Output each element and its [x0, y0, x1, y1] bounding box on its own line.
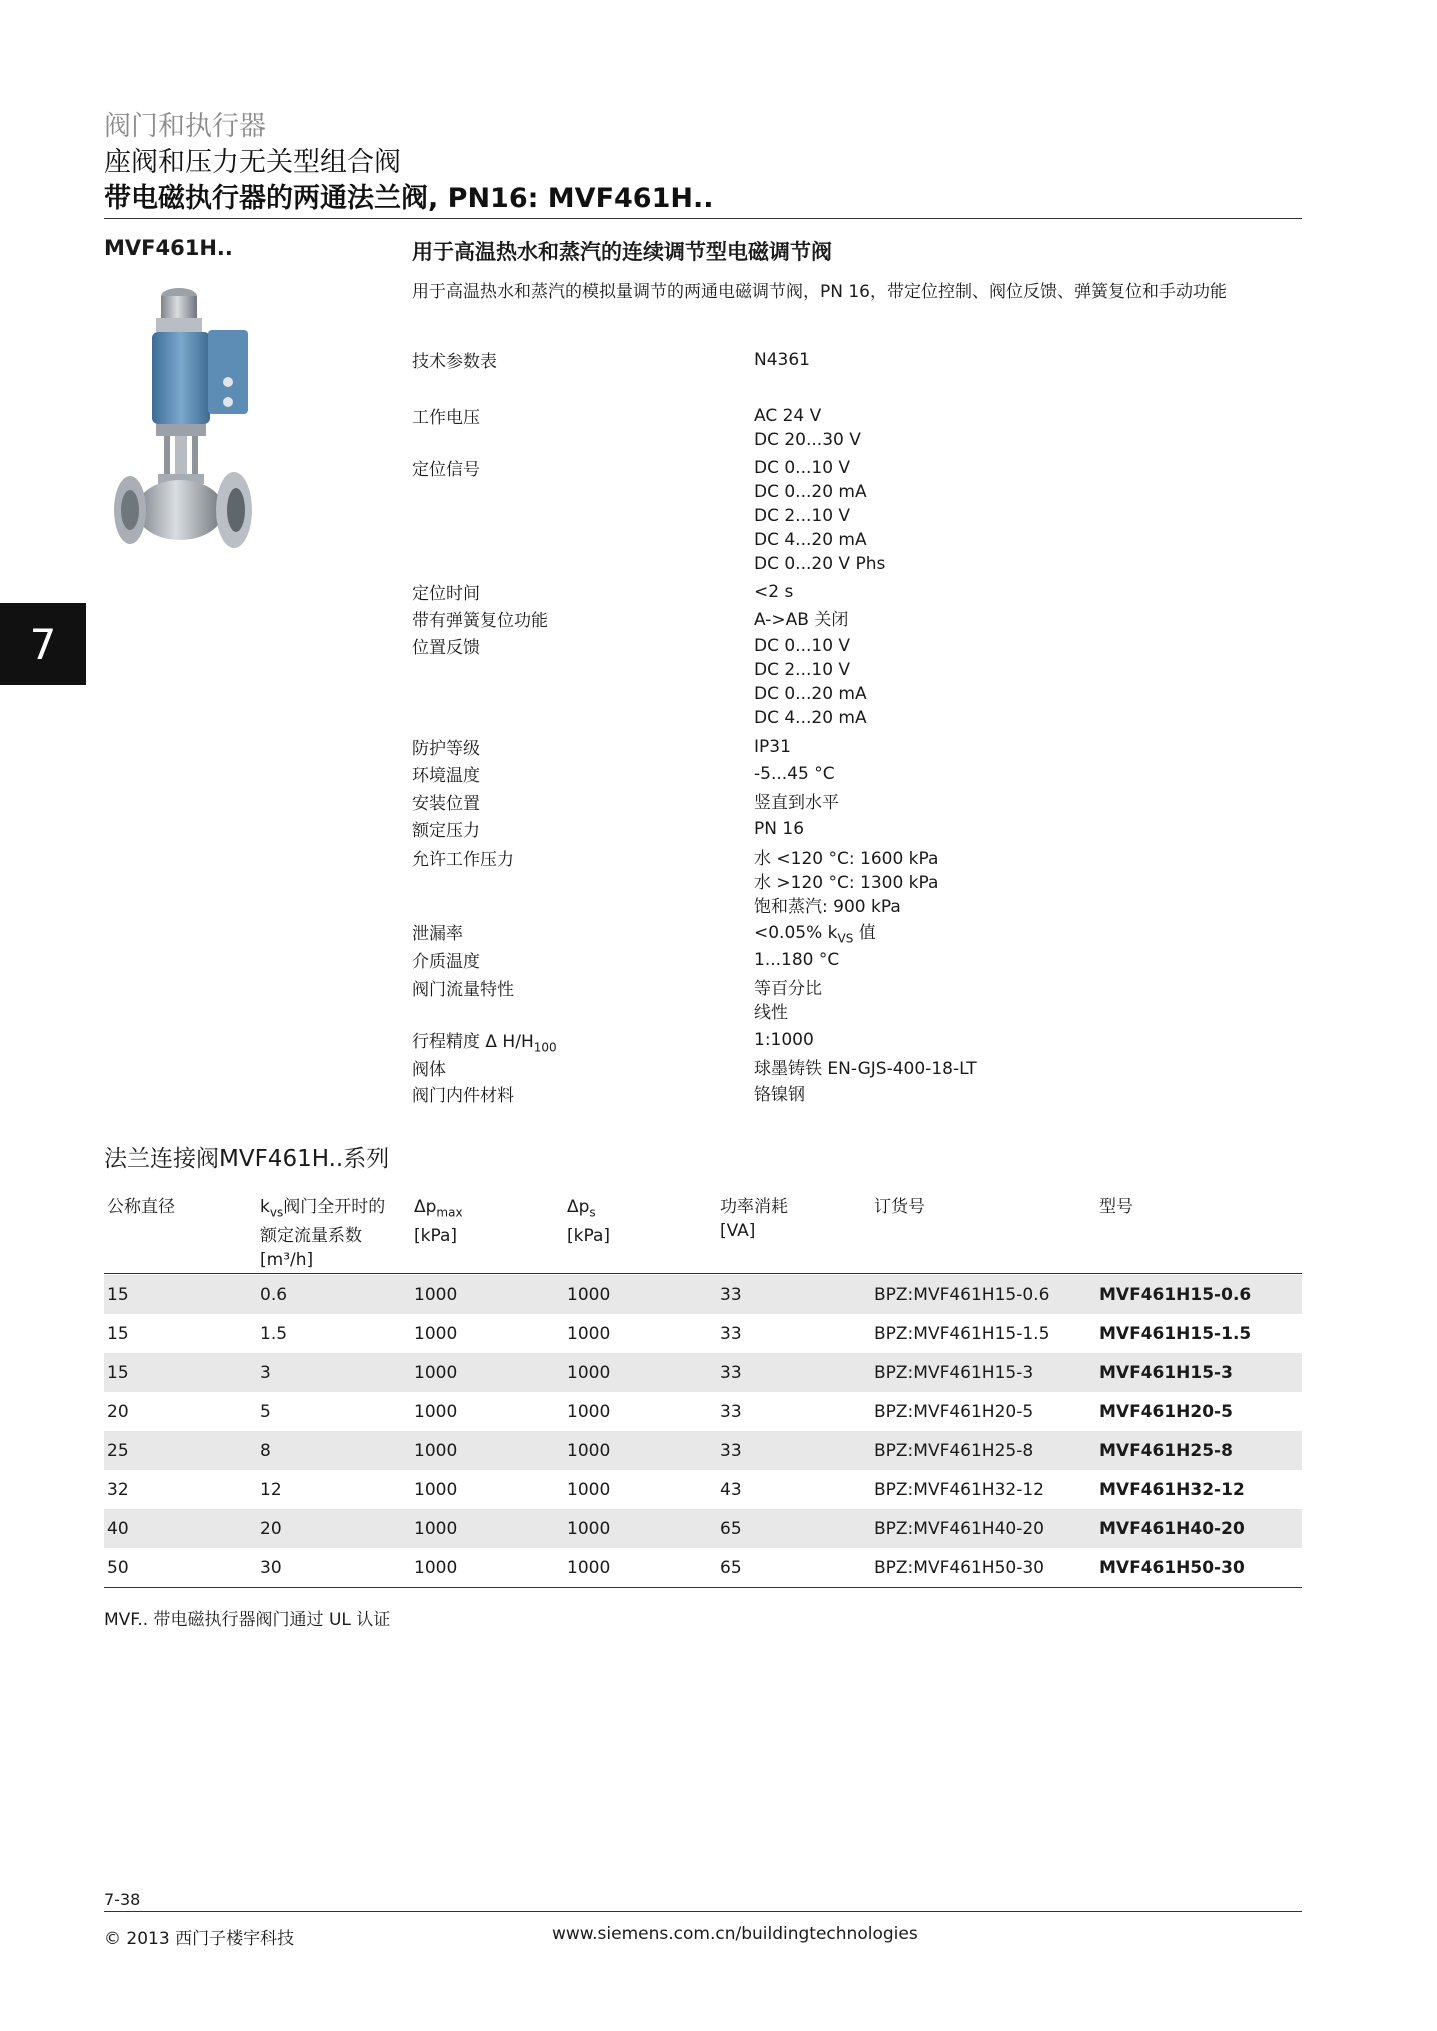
spec-label: 定位时间 — [412, 584, 480, 604]
spec-label-text: 行程精度 Δ H/H — [412, 1032, 534, 1052]
chapter-tab: 7 — [0, 603, 86, 685]
col-header-type: 型号 — [1099, 1197, 1133, 1217]
col-header-kvs — [260, 1195, 385, 1272]
spec-value: -5...45 °C — [754, 764, 835, 784]
valve-product-image — [112, 278, 262, 554]
spec-value: DC 4...20 mA — [754, 530, 867, 550]
table-cell: 50 — [107, 1558, 129, 1578]
table-cell: 33 — [720, 1441, 742, 1461]
spec-label: 带有弹簧复位功能 — [412, 611, 548, 631]
table-cell: 1000 — [414, 1558, 458, 1578]
table-cell: 15 — [107, 1285, 129, 1305]
spec-value: 水 <120 °C: 1600 kPa — [754, 849, 939, 869]
spec-value: 饱和蒸汽: 900 kPa — [754, 897, 901, 917]
spec-value: DC 2...10 V — [754, 506, 851, 526]
table-row — [104, 1509, 1302, 1548]
table-cell: 1000 — [414, 1480, 458, 1500]
table-row — [104, 1314, 1302, 1353]
table-cell: 1000 — [567, 1402, 611, 1422]
table-cell: 1000 — [414, 1441, 458, 1461]
spec-label: 阀门内件材料 — [412, 1086, 514, 1106]
table-cell: MVF461H15-3 — [1099, 1363, 1233, 1383]
table-cell: 1.5 — [260, 1324, 288, 1344]
table-cell: 5 — [260, 1402, 271, 1422]
table-row — [104, 1353, 1302, 1392]
table-cell: 1000 — [567, 1558, 611, 1578]
spec-value: <2 s — [754, 582, 794, 602]
table-cell: 3 — [260, 1363, 271, 1383]
col-header-sub: s — [589, 1205, 596, 1220]
category-heading: 阀门和执行器 — [104, 111, 266, 142]
col-header-text: k — [260, 1197, 270, 1217]
spec-label: 介质温度 — [412, 952, 480, 972]
spec-label: 安装位置 — [412, 794, 480, 814]
table-cell: MVF461H15-1.5 — [1099, 1324, 1252, 1344]
table-cell: BPZ:MVF461H15-3 — [874, 1363, 1034, 1383]
col-header-dps — [567, 1195, 610, 1248]
col-header-text: 阀门全开时的 — [283, 1197, 386, 1217]
table-cell: MVF461H25-8 — [1099, 1441, 1233, 1461]
table-cell: BPZ:MVF461H25-8 — [874, 1441, 1034, 1461]
col-header-sub: vs — [269, 1205, 284, 1220]
spec-value: 1:1000 — [754, 1030, 814, 1050]
spec-label: 允许工作压力 — [412, 850, 514, 870]
table-cell: 15 — [107, 1363, 129, 1383]
table-cell: 1000 — [567, 1285, 611, 1305]
copyright: © 2013 西门子楼宇科技 — [104, 1929, 295, 1949]
spec-label: 防护等级 — [412, 739, 480, 759]
spec-value: 1...180 °C — [754, 950, 840, 970]
spec-value — [754, 921, 876, 950]
spec-label: 阀体 — [412, 1060, 446, 1080]
table-cell: MVF461H32-12 — [1099, 1480, 1245, 1500]
table-cell: 12 — [260, 1480, 282, 1500]
table-cell: BPZ:MVF461H50-30 — [874, 1558, 1044, 1578]
table-row — [104, 1470, 1302, 1509]
spec-value: N4361 — [754, 350, 810, 370]
table-cell: 1000 — [567, 1324, 611, 1344]
table-cell: MVF461H50-30 — [1099, 1558, 1245, 1578]
col-header-text: [kPa] — [414, 1226, 458, 1247]
table-cell: BPZ:MVF461H40-20 — [874, 1519, 1044, 1539]
spec-label: 定位信号 — [412, 460, 480, 480]
col-header-text: 额定流量系数 — [260, 1226, 362, 1247]
spec-value-text: <0.05% k — [754, 923, 838, 943]
spec-value-sub: VS — [837, 931, 854, 946]
table-cell: 1000 — [414, 1324, 458, 1344]
col-header-text: [kPa] — [567, 1226, 611, 1247]
col-header-dn: 公称直径 — [107, 1197, 175, 1217]
col-header-order: 订货号 — [874, 1197, 925, 1217]
table-cell: BPZ:MVF461H15-0.6 — [874, 1285, 1050, 1305]
spec-value: A->AB 关闭 — [754, 610, 849, 630]
table-row — [104, 1431, 1302, 1470]
spec-label: 泄漏率 — [412, 924, 463, 944]
col-header-text: 功率消耗 — [720, 1197, 788, 1217]
spec-value: DC 2...10 V — [754, 660, 851, 680]
spec-value: DC 20...30 V — [754, 430, 861, 450]
table-row — [104, 1392, 1302, 1431]
spec-label-sub: 100 — [533, 1040, 557, 1055]
spec-value: DC 0...10 V — [754, 458, 851, 478]
header-rule — [104, 218, 1302, 219]
spec-value: 球墨铸铁 EN-GJS-400-18-LT — [754, 1059, 977, 1079]
spec-value: DC 0...10 V — [754, 636, 851, 656]
table-cell: 1000 — [414, 1363, 458, 1383]
table-cell: 33 — [720, 1363, 742, 1383]
table-cell: BPZ:MVF461H15-1.5 — [874, 1324, 1050, 1344]
spec-value: DC 4...20 mA — [754, 708, 867, 728]
col-header-text: [m³/h] — [260, 1250, 314, 1271]
table-row — [104, 1548, 1302, 1587]
spec-value: AC 24 V — [754, 406, 822, 426]
spec-value: 铬镍钢 — [754, 1085, 805, 1105]
table-cell: 1000 — [414, 1285, 458, 1305]
spec-value: 等百分比 — [754, 979, 822, 999]
table-cell: 65 — [720, 1519, 742, 1539]
table-cell: MVF461H20-5 — [1099, 1402, 1233, 1422]
spec-label: 工作电压 — [412, 408, 480, 428]
spec-value: 线性 — [754, 1003, 788, 1023]
footer-rule — [104, 1911, 1302, 1912]
spec-value: 竖直到水平 — [754, 793, 839, 813]
table-cell: 40 — [107, 1519, 129, 1539]
col-header-sub: max — [436, 1205, 463, 1220]
page-number: 7-38 — [104, 1890, 141, 1909]
table-cell: 15 — [107, 1324, 129, 1344]
spec-label: 技术参数表 — [412, 352, 497, 372]
table-bottom-rule — [104, 1587, 1302, 1588]
product-subtitle: 用于高温热水和蒸汽的连续调节型电磁调节阀 — [412, 240, 832, 264]
col-header-text: [VA] — [720, 1221, 756, 1241]
table-cell: 33 — [720, 1324, 742, 1344]
col-header-text: Δp — [567, 1197, 590, 1217]
spec-label: 位置反馈 — [412, 638, 480, 658]
table-header-rule — [104, 1273, 1302, 1274]
spec-value: DC 0...20 V Phs — [754, 554, 886, 574]
table-section-title: 法兰连接阀MVF461H..系列 — [104, 1146, 390, 1172]
spec-value: PN 16 — [754, 819, 805, 839]
table-cell: BPZ:MVF461H20-5 — [874, 1402, 1034, 1422]
spec-value: 水 >120 °C: 1300 kPa — [754, 873, 939, 893]
table-cell: 33 — [720, 1285, 742, 1305]
table-cell: 32 — [107, 1480, 129, 1500]
table-cell: 1000 — [414, 1519, 458, 1539]
spec-value-text: 值 — [853, 923, 876, 943]
col-header-dpmax — [414, 1195, 463, 1248]
website-link[interactable]: www.siemens.com.cn/buildingtechnologies — [552, 1924, 918, 1944]
table-cell: 1000 — [567, 1480, 611, 1500]
table-cell: 20 — [107, 1402, 129, 1422]
spec-label: 阀门流量特性 — [412, 980, 514, 1000]
table-cell: 1000 — [567, 1441, 611, 1461]
page-title-line2: 带电磁执行器的两通法兰阀, PN16: MVF461H.. — [104, 183, 714, 214]
spec-label: 环境温度 — [412, 766, 480, 786]
table-cell: 1000 — [567, 1363, 611, 1383]
spec-value: DC 0...20 mA — [754, 482, 867, 502]
table-note: MVF.. 带电磁执行器阀门通过 UL 认证 — [104, 1610, 391, 1630]
spec-value: IP31 — [754, 737, 791, 757]
table-cell: 33 — [720, 1402, 742, 1422]
table-row — [104, 1275, 1302, 1314]
table-cell: 65 — [720, 1558, 742, 1578]
product-model: MVF461H.. — [104, 236, 233, 260]
table-cell: 25 — [107, 1441, 129, 1461]
spec-label — [412, 1030, 557, 1059]
col-header-text: Δp — [414, 1197, 437, 1217]
table-cell: 0.6 — [260, 1285, 288, 1305]
spec-value: DC 0...20 mA — [754, 684, 867, 704]
page-title-line1: 座阀和压力无关型组合阀 — [104, 147, 401, 178]
table-cell: 30 — [260, 1558, 282, 1578]
col-header-power — [720, 1195, 788, 1243]
table-cell: 20 — [260, 1519, 282, 1539]
table-cell: 43 — [720, 1480, 742, 1500]
table-cell: 1000 — [567, 1519, 611, 1539]
table-cell: BPZ:MVF461H32-12 — [874, 1480, 1044, 1500]
table-cell: 1000 — [414, 1402, 458, 1422]
product-description: 用于高温热水和蒸汽的模拟量调节的两通电磁调节阀，PN 16，带定位控制、阀位反馈、弹簧复位和手动功能 — [412, 282, 1228, 302]
table-cell: MVF461H40-20 — [1099, 1519, 1245, 1539]
spec-label: 额定压力 — [412, 821, 480, 841]
table-cell: MVF461H15-0.6 — [1099, 1285, 1252, 1305]
table-cell: 8 — [260, 1441, 271, 1461]
